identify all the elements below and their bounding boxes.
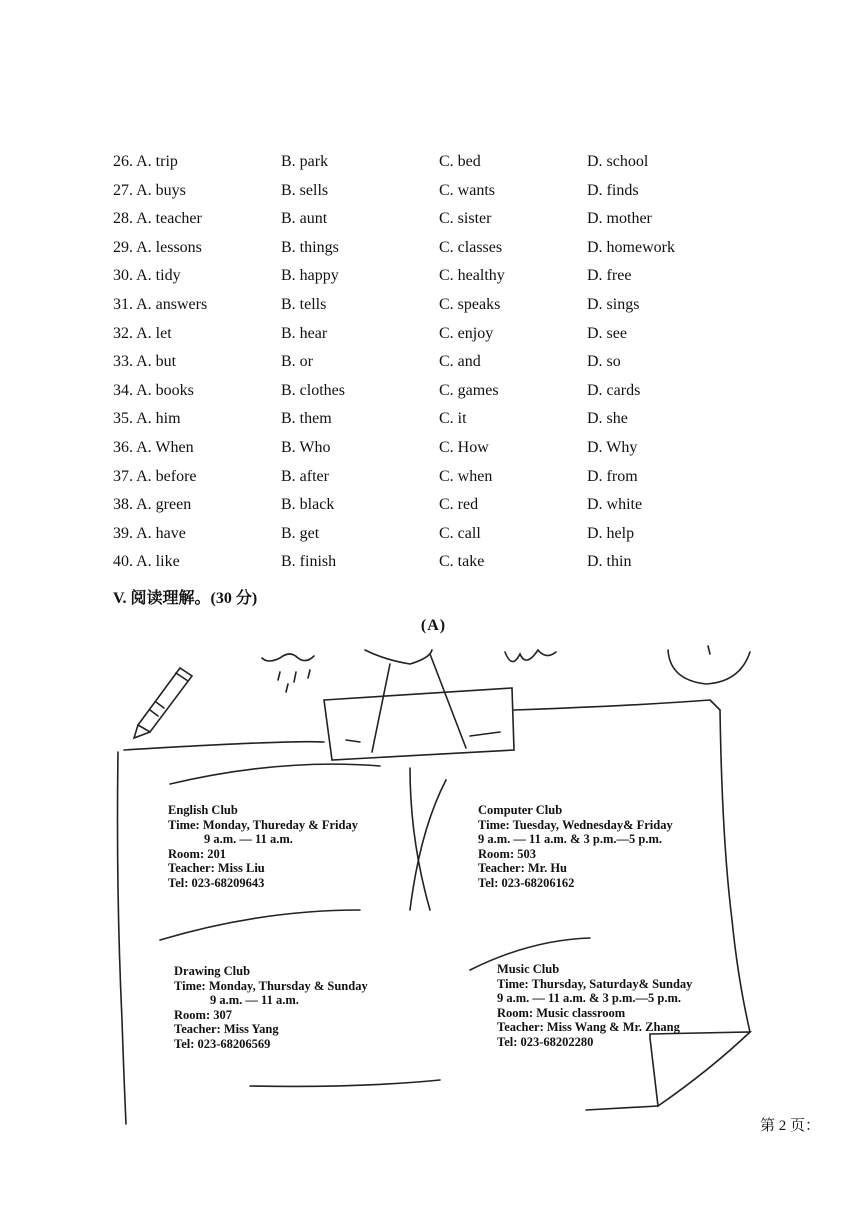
option-c: C. sister <box>439 210 492 228</box>
option-c: C. enjoy <box>439 324 494 342</box>
club-time: Time: Monday, Thureday & Friday <box>168 817 358 832</box>
club-tel: Tel: 023-68206162 <box>478 875 575 890</box>
pencil-icon <box>134 668 192 738</box>
rain-icon <box>262 654 314 692</box>
question-row <box>113 548 753 577</box>
option-c: C. and <box>439 353 481 371</box>
option-a: 36. A. When <box>113 438 194 456</box>
option-d: D. thin <box>587 553 632 571</box>
question-row <box>113 234 753 263</box>
option-b: B. after <box>281 467 329 485</box>
club-hours: 9 a.m. — 11 a.m. <box>210 993 299 1008</box>
option-b: B. get <box>281 524 320 542</box>
option-a: 38. A. green <box>113 496 192 514</box>
option-a: 39. A. have <box>113 524 186 542</box>
option-d: D. mother <box>587 210 652 228</box>
option-d: D. free <box>587 267 632 285</box>
option-c: C. when <box>439 467 493 485</box>
club-teacher: Teacher: Miss Liu <box>168 861 265 876</box>
club-time: Time: Thursday, Saturday& Sunday <box>497 976 693 991</box>
option-d: D. cards <box>587 381 641 399</box>
option-d: D. she <box>587 410 628 428</box>
question-row <box>113 434 753 463</box>
option-a: 31. A. answers <box>113 295 208 313</box>
option-c: C. classes <box>439 238 503 256</box>
option-b: B. aunt <box>281 210 328 228</box>
club-room: Room: 503 <box>478 846 536 861</box>
paper-outline <box>118 700 751 1124</box>
option-d: D. from <box>587 467 638 485</box>
option-b: B. tells <box>281 295 327 313</box>
option-d: D. sings <box>587 295 640 313</box>
passage-label: (A) <box>420 617 447 634</box>
option-b: B. Who <box>281 438 331 456</box>
option-d: D. so <box>587 353 621 371</box>
option-b: B. park <box>281 153 329 170</box>
club-tel: Tel: 023-68202280 <box>497 1034 594 1049</box>
multiple-choice-options <box>113 148 753 577</box>
option-c: C. take <box>439 553 485 571</box>
option-a: 34. A. books <box>113 381 194 399</box>
option-a: 29. A. lessons <box>113 238 202 256</box>
question-row <box>113 320 753 349</box>
option-a: 33. A. but <box>113 353 177 371</box>
option-b: B. clothes <box>281 381 345 399</box>
option-a: 30. A. tidy <box>113 267 181 285</box>
club-time: Time: Tuesday, Wednesday& Friday <box>478 817 673 832</box>
option-a: 28. A. teacher <box>113 210 202 228</box>
club-name: English Club <box>168 803 238 817</box>
question-row <box>113 377 753 406</box>
club-room: Room: 307 <box>174 1007 232 1022</box>
option-a: 40. A. like <box>113 553 180 571</box>
club-tel: Tel: 023-68206569 <box>174 1036 271 1051</box>
question-row <box>113 463 753 492</box>
question-row <box>113 148 753 177</box>
question-row <box>113 205 753 234</box>
option-a: 26. A. trip <box>113 153 178 170</box>
option-b: B. things <box>281 238 339 256</box>
question-row <box>113 520 753 549</box>
page-number: 第 2 页： <box>760 1118 821 1134</box>
english-club-info <box>168 803 358 891</box>
club-name: Drawing Club <box>174 964 251 978</box>
club-name: Music Club <box>497 962 560 976</box>
option-b: B. hear <box>281 324 328 342</box>
music-club-info <box>497 962 692 1050</box>
option-d: D. help <box>587 524 635 542</box>
option-c: C. red <box>439 496 479 514</box>
club-hours: 9 a.m. — 11 a.m. & 3 p.m.—5 p.m. <box>478 832 663 847</box>
option-d: D. white <box>587 496 643 514</box>
drawing-club-info <box>174 964 368 1052</box>
option-b: B. sells <box>281 181 329 199</box>
option-b: B. or <box>281 353 313 371</box>
question-row <box>113 405 753 434</box>
club-room: Room: Music classroom <box>497 1005 626 1020</box>
option-c: C. healthy <box>439 267 505 285</box>
club-name: Computer Club <box>478 803 563 817</box>
club-time: Time: Monday, Thursday & Sunday <box>174 978 368 993</box>
option-c: C. call <box>439 524 481 542</box>
option-d: D. school <box>587 153 649 170</box>
option-a: 27. A. buys <box>113 181 186 199</box>
option-b: B. finish <box>281 553 337 571</box>
option-d: D. finds <box>587 181 639 199</box>
section-title: V. 阅读理解。(30 分) <box>113 590 258 607</box>
club-teacher: Teacher: Miss Yang <box>174 1022 279 1037</box>
smiley-icon <box>668 646 750 684</box>
club-hours: 9 a.m. — 11 a.m. & 3 p.m.—5 p.m. <box>497 991 682 1006</box>
option-c: C. it <box>439 410 467 428</box>
option-a: 37. A. before <box>113 467 197 485</box>
club-tel: Tel: 023-68209643 <box>168 875 265 890</box>
question-row <box>113 291 753 320</box>
club-room: Room: 201 <box>168 846 226 861</box>
option-d: D. homework <box>587 238 675 256</box>
option-a: 35. A. him <box>113 410 181 428</box>
question-row <box>113 177 753 206</box>
sketch-figure <box>324 650 514 760</box>
option-c: C. How <box>439 438 489 456</box>
club-hours: 9 a.m. — 11 a.m. <box>204 832 293 847</box>
option-b: B. happy <box>281 267 339 285</box>
club-teacher: Teacher: Miss Wang & Mr. Zhang <box>497 1020 680 1035</box>
question-row <box>113 491 753 520</box>
option-c: C. bed <box>439 153 481 170</box>
option-b: B. black <box>281 496 335 514</box>
computer-club-info <box>478 803 673 891</box>
question-row <box>113 348 753 377</box>
option-c: C. games <box>439 381 499 399</box>
option-d: D. see <box>587 324 627 342</box>
option-c: C. wants <box>439 181 495 199</box>
question-row <box>113 262 753 291</box>
option-b: B. them <box>281 410 332 428</box>
club-teacher: Teacher: Mr. Hu <box>478 861 567 876</box>
option-a: 32. A. let <box>113 324 172 342</box>
option-d: D. Why <box>587 438 638 456</box>
option-c: C. speaks <box>439 295 501 313</box>
